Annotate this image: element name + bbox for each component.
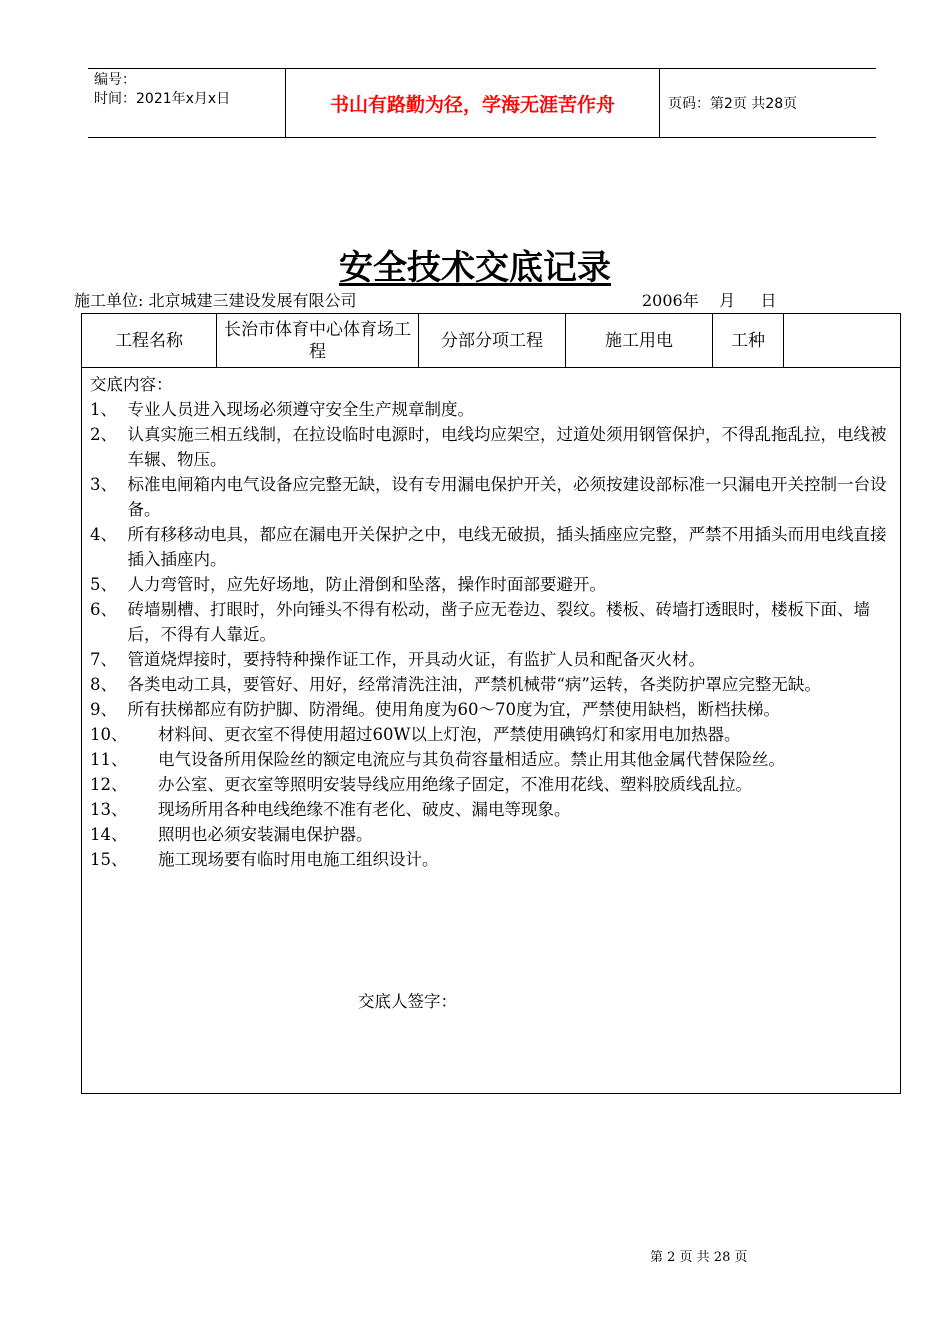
item-text: 现场所用各种电线绝缘不准有老化、破皮、漏电等现象。 xyxy=(158,800,571,819)
record-date: 2006年 月 日 xyxy=(642,291,777,310)
header-page-label: 页码：第2页 共28页 xyxy=(668,96,798,112)
item-text: 办公室、更衣室等照明安装导线应用绝缘子固定，不准用花线、塑料胶质线乱拉。 xyxy=(158,775,752,794)
item-number: 13、 xyxy=(90,800,128,819)
item-text: 人力弯管时，应先好场地，防止滑倒和坠落，操作时面部要避开。 xyxy=(127,575,606,594)
item-number: 4、 xyxy=(90,525,117,544)
item-number: 9、 xyxy=(90,700,117,719)
item-text: 照明也必须安装漏电保护器。 xyxy=(158,825,373,844)
item-number: 6、 xyxy=(90,600,117,619)
construction-unit: 施工单位: 北京城建三建设发展有限公司 xyxy=(74,291,357,310)
item-number: 8、 xyxy=(90,675,117,694)
list-item xyxy=(90,422,892,472)
document-title-text: 安全技术交底记录 xyxy=(339,248,611,288)
item-text: 施工现场要有临时用电施工组织设计。 xyxy=(158,850,439,869)
briefing-table xyxy=(81,313,901,1094)
item-number: 3、 xyxy=(90,475,117,494)
project-name-value: 长治市体育中心体育场工程 xyxy=(217,314,419,367)
item-number: 14、 xyxy=(90,825,128,844)
list-item xyxy=(90,822,892,847)
header-meta xyxy=(88,69,286,137)
trade-value xyxy=(784,314,900,367)
item-number: 2、 xyxy=(90,425,117,444)
item-number: 5、 xyxy=(90,575,117,594)
item-number: 12、 xyxy=(90,775,128,794)
list-item xyxy=(90,772,892,797)
list-item xyxy=(90,797,892,822)
list-item xyxy=(90,597,892,647)
item-text: 各类电动工具，要管好、用好，经常清洗注油，严禁机械带“病”运转，各类防护罩应完整无缺。 xyxy=(127,675,821,694)
list-item xyxy=(90,722,892,747)
number-label: 编号： xyxy=(94,72,136,88)
sub-project-label: 分部分项工程 xyxy=(419,314,566,367)
list-item xyxy=(90,847,892,872)
signature-label: 交底人签字： xyxy=(358,992,457,1011)
item-text: 电气设备所用保险丝的额定电流应与其负荷容量相适应。禁止用其他金属代替保险丝。 xyxy=(158,750,785,769)
document-title xyxy=(0,246,950,290)
time-label: 时间：2021年x月x日 xyxy=(94,91,231,107)
briefing-content xyxy=(82,368,900,872)
item-number: 11、 xyxy=(90,750,128,769)
page-header xyxy=(88,68,876,138)
project-info-row xyxy=(82,314,900,368)
list-item xyxy=(90,672,892,697)
list-item xyxy=(90,572,892,597)
list-item xyxy=(90,397,892,422)
item-text: 标准电闸箱内电气设备应完整无缺，设有专用漏电保护开关，必须按建设部标准一只漏电开关控制一台设备。 xyxy=(127,475,887,519)
list-item xyxy=(90,472,892,522)
item-number: 15、 xyxy=(90,850,128,869)
item-text: 管道烧焊接时，要持特种操作证工作，开具动火证，有监扩人员和配备灭火材。 xyxy=(127,650,705,669)
item-text: 材料间、更衣室不得使用超过60W以上灯泡，严禁使用碘钨灯和家用电加热器。 xyxy=(158,725,741,744)
list-item xyxy=(90,522,892,572)
item-text: 专业人员进入现场必须遵守安全生产规章制度。 xyxy=(127,400,474,419)
list-item xyxy=(90,747,892,772)
item-number: 10、 xyxy=(90,725,128,744)
item-number: 7、 xyxy=(90,650,117,669)
project-name-label: 工程名称 xyxy=(82,314,217,367)
trade-label: 工种 xyxy=(713,314,784,367)
list-item xyxy=(90,647,892,672)
header-slogan: 书山有路勤为径，学海无涯苦作舟 xyxy=(286,69,660,137)
item-text: 砖墙剔槽、打眼时，外向锤头不得有松动，凿子应无卷边、裂纹。楼板、砖墙打透眼时，楼板下面、墙后，不得有人靠近。 xyxy=(127,600,870,644)
item-number: 1、 xyxy=(90,400,117,419)
unit-line xyxy=(74,290,894,312)
sub-project-value: 施工用电 xyxy=(566,314,713,367)
item-text: 认真实施三相五线制，在拉设临时电源时，电线均应架空，过道处须用钢管保护，不得乱拖乱拉，电线被车辗、物压。 xyxy=(127,425,887,469)
item-text: 所有移移动电具，都应在漏电开关保护之中，电线无破损，插头插座应完整，严禁不用插头而用电线直接插入插座内。 xyxy=(127,525,887,569)
page-footer: 第 2 页 共 28 页 xyxy=(650,1250,748,1265)
content-heading: 交底内容： xyxy=(90,375,173,394)
item-text: 所有扶梯都应有防护脚、防滑绳。使用角度为60～70度为宜，严禁使用缺档，断档扶梯。 xyxy=(127,700,780,719)
list-item xyxy=(90,697,892,722)
